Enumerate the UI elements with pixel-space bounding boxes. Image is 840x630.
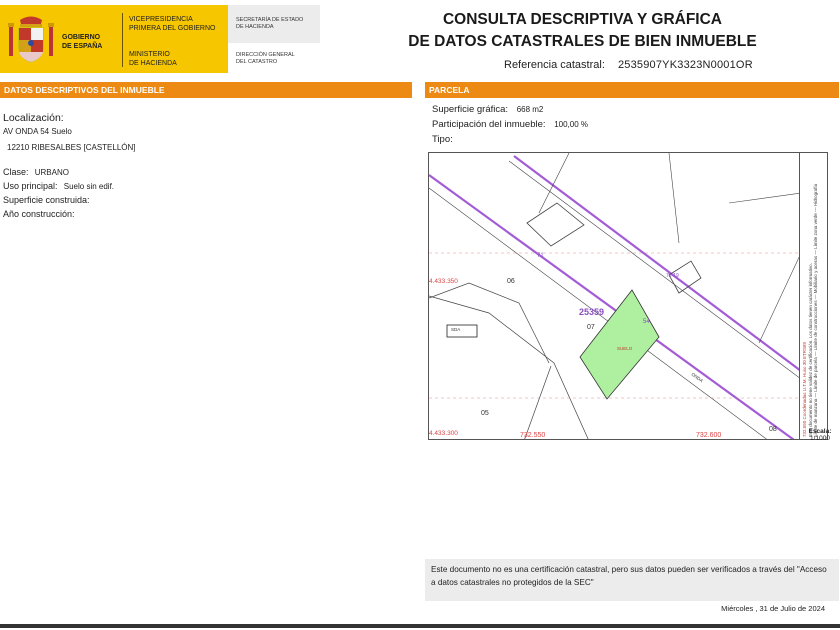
disclaimer-note: Este documento no es una certificación catastral, pero sus datos pueden ser verificados a través del "Acceso a datos catastrales no protegidos de la SEC" — [425, 559, 839, 601]
map-label-54: 54 — [643, 319, 650, 325]
map-legend — [800, 152, 828, 440]
bottom-divider — [0, 624, 840, 628]
map-label-05: 05 — [481, 410, 489, 417]
map-label-06: 06 — [507, 278, 515, 285]
map-legend-text — [802, 153, 819, 437]
legend-items: Límite de manzana — Límite de parcela — Límite de construcciones — Mobiliario y aceras — Límite zona verde — Hidrografía — [813, 183, 818, 437]
construction-year-field — [3, 209, 75, 219]
map-coordinate-north: 4.433.350 — [429, 278, 458, 285]
map-coordinate-west: 732.550 — [520, 432, 546, 439]
coat-of-arms-icon — [6, 14, 56, 66]
map-coordinate-south: 4.433.300 — [429, 430, 458, 437]
cadastral-map[interactable] — [428, 152, 800, 440]
class-field — [3, 167, 69, 177]
cadastral-reference-label: Referencia catastral: — [504, 59, 605, 71]
location-label: Localización: — [3, 112, 64, 124]
scale-label: Escala: — [808, 428, 832, 435]
map-label-08: 08 — [769, 426, 777, 433]
graphic-area-field — [432, 104, 543, 115]
directorate-label: DIRECCIÓN GENERAL DEL CATASTRO — [236, 52, 295, 65]
parcel-number-label: 07 — [587, 324, 595, 331]
cadastral-map-drawing — [429, 153, 800, 440]
scale-value: 1/1000 — [810, 435, 830, 442]
government-name: GOBIERNO DE ESPAÑA — [62, 34, 103, 50]
type-field — [432, 134, 453, 145]
built-area-field — [3, 195, 90, 205]
small-building-label: SDA — [451, 327, 461, 332]
cadastral-reference — [504, 59, 753, 71]
legend-note: Este documento no tiene validez de certificación. Los datos tienen carácter informativo. — [807, 263, 813, 437]
vicepresidency-label: VICEPRESIDENCIA PRIMERA DEL GOBIERNO — [129, 16, 216, 32]
participation-value: 100,00 % — [554, 120, 588, 129]
header-divider — [122, 13, 123, 67]
participation-field — [432, 119, 588, 130]
map-scale — [800, 428, 840, 444]
participation-label: Participación del inmueble: — [432, 119, 546, 130]
ministry-label: MINISTERIO DE HACIENDA — [129, 51, 177, 67]
legend-coordinates: 732.550 Coordenadas U.T.M. Huso 30 ETRS89 — [802, 341, 807, 437]
document-date: Miércoles , 31 de Julio de 2024 — [721, 604, 825, 613]
location-town: 12210 RIBESALBES [CASTELLÓN] — [7, 143, 136, 152]
document-title: CONSULTA DESCRIPTIVA Y GRÁFICA DE DATOS CATASTRALES DE BIEN INMUEBLE — [408, 11, 757, 50]
secretariat-label: SECRETARÍA DE ESTADO DE HACIENDA — [236, 17, 304, 30]
property-data-section-header: DATOS DESCRIPTIVOS DEL INMUEBLE — [0, 82, 412, 98]
map-label-71-19: 71-19 — [666, 273, 679, 279]
location-address: AV ONDA 54 Suelo — [3, 127, 72, 136]
map-label-71: 71 — [537, 253, 544, 259]
main-use-field — [3, 181, 114, 191]
main-use-label: Uso principal: — [3, 181, 58, 191]
parcel-section-header: PARCELA — [425, 82, 839, 98]
cadastral-reference-value: 2535907YK3323N0001OR — [617, 59, 753, 71]
type-label: Tipo: — [432, 134, 453, 145]
main-use-value: Suelo sin edif. — [63, 182, 115, 191]
map-coordinate-east: 732.600 — [696, 432, 722, 439]
class-value: URBANO — [34, 168, 69, 177]
graphic-area-value: 668 m2 — [516, 105, 544, 114]
built-area-label: Superficie construida: — [3, 195, 90, 205]
parcel-id-label: 25359 — [579, 307, 605, 317]
building-outline — [527, 203, 584, 246]
parcel-use-label: SUELO — [617, 346, 633, 351]
graphic-area-label: Superficie gráfica: — [432, 104, 509, 115]
class-label: Clase: — [3, 167, 29, 177]
street-border-line — [429, 175, 800, 440]
construction-year-label: Año construcción: — [3, 209, 75, 219]
street-name-label: ONDA — [690, 371, 704, 384]
